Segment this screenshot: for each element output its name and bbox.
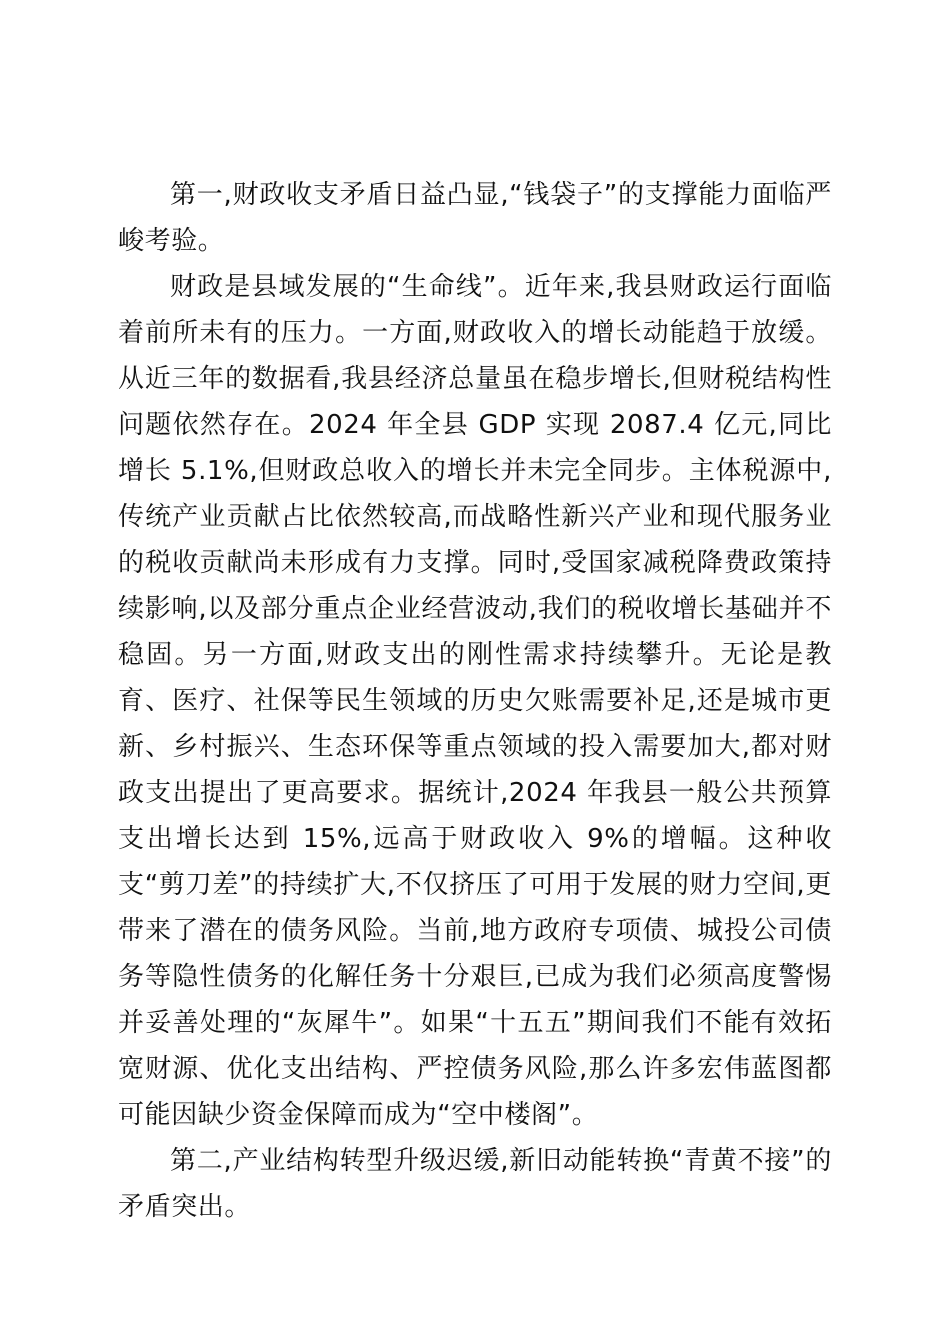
body-paragraph-fiscal: 财政是县域发展的“生命线”。近年来,我县财政运行面临着前所未有的压力。一方面,财政收入的增长动能趋于放缓。从近三年的数据看,我县经济总量虽在稳步增长,但财税结构性问题依然存在。2024 年全县 GDP 实现 2087.4 亿元,同比增长 5.1%,但财政总收入的增长并未完全同步。主体税源中,传统产业贡献占比依然较高,而战略性新兴产业和现代服务业的税收贡献尚未形成有力支撑。同时,受国家减税降费政策持续影响,以及部分重点企业经营波动,我们的税收增长基础并不稳固。另一方面,财政支出的刚性需求持续攀升。无论是教育、医疗、社保等民生领域的历史欠账需要补足,还是城市更新、乡村振兴、生态环保等重点领域的投入需要加大,都对财政支出提出了更高要求。据统计,2024 年我县一般公共预算支出增长达到 15%,远高于财政收入 9%的增幅。这种收支“剪刀差”的持续扩大,不仅挤压了可用于发展的财力空间,更带来了潜在的债务风险。当前,地方政府专项债、城投公司债务等隐性债务的化解任务十分艰巨,已成为我们必须高度警惕并妥善处理的“灰犀牛”。如果“十五五”期间我们不能有效拓宽财源、优化支出结构、严控债务风险,那么许多宏伟蓝图都可能因缺少资金保障而成为“空中楼阁”。 [118,272,832,1130]
document-body [118,172,832,1230]
heading-paragraph-industry: 第二,产业结构转型升级迟缓,新旧动能转换“青黄不接”的矛盾突出。 [118,1146,832,1222]
heading-paragraph-fiscal: 第一,财政收支矛盾日益凸显,“钱袋子”的支撑能力面临严峻考验。 [118,180,832,256]
